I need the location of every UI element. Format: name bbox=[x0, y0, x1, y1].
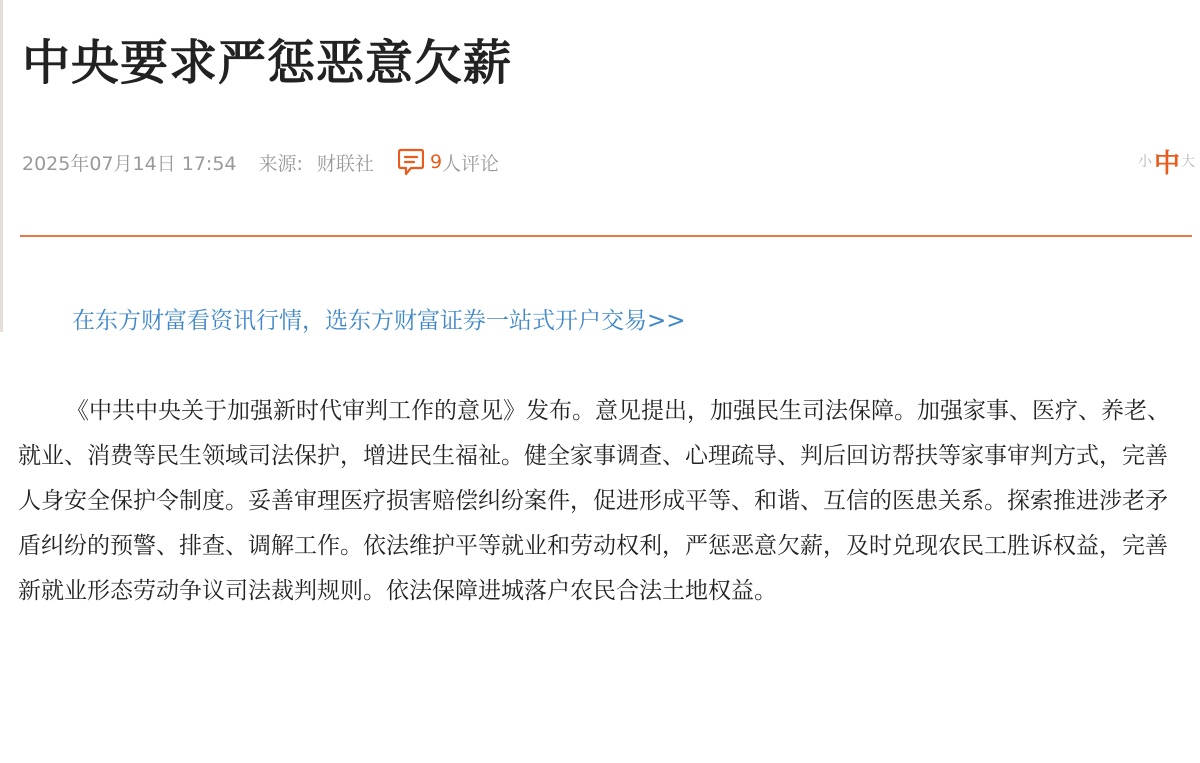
left-edge-bar bbox=[0, 0, 3, 332]
font-size-large[interactable]: 大 bbox=[1181, 154, 1196, 170]
publish-date: 2025年07月14日 17:54 bbox=[22, 152, 237, 175]
font-size-switcher[interactable] bbox=[1138, 146, 1196, 179]
header-divider bbox=[20, 235, 1192, 237]
article-title: 中央要求严惩恶意欠薪 bbox=[22, 35, 513, 91]
source-label: 来源: bbox=[258, 152, 303, 175]
article-body: 《中共中央关于加强新时代审判工作的意见》发布。意见提出，加强民生司法保障。加强家事、医疗、养老、就业、消费等民生领域司法保护，增进民生福祉。健全家事调查、心理疏导、判后回访帮扶等家事审判方式，完善人身安全保护令制度。妥善审理医疗损害赔偿纠纷案件，促进形成平等、和谐、互信的医患关系。探索推进涉老矛盾纠纷的预警、排查、调解工作。依法维护平等就业和劳动权利，严惩恶意欠薪，及时兑现农民工胜诉权益，完善新就业形态劳动争议司法裁判规则。依法保障进城落户农民合法土地权益。 bbox=[18, 398, 1170, 604]
font-size-small[interactable]: 小 bbox=[1138, 154, 1152, 170]
source-name[interactable]: 财联社 bbox=[316, 152, 374, 175]
comment-suffix: 人评论 bbox=[442, 152, 500, 175]
comment-count: 9 bbox=[429, 151, 443, 173]
font-size-medium[interactable]: 中 bbox=[1154, 148, 1181, 179]
comments-link[interactable] bbox=[398, 147, 499, 177]
comment-bubble-icon bbox=[398, 147, 424, 177]
promo-link[interactable]: 在东方财富看资讯行情，选东方财富证券一站式开户交易>> bbox=[72, 308, 686, 334]
article-meta bbox=[22, 145, 499, 179]
